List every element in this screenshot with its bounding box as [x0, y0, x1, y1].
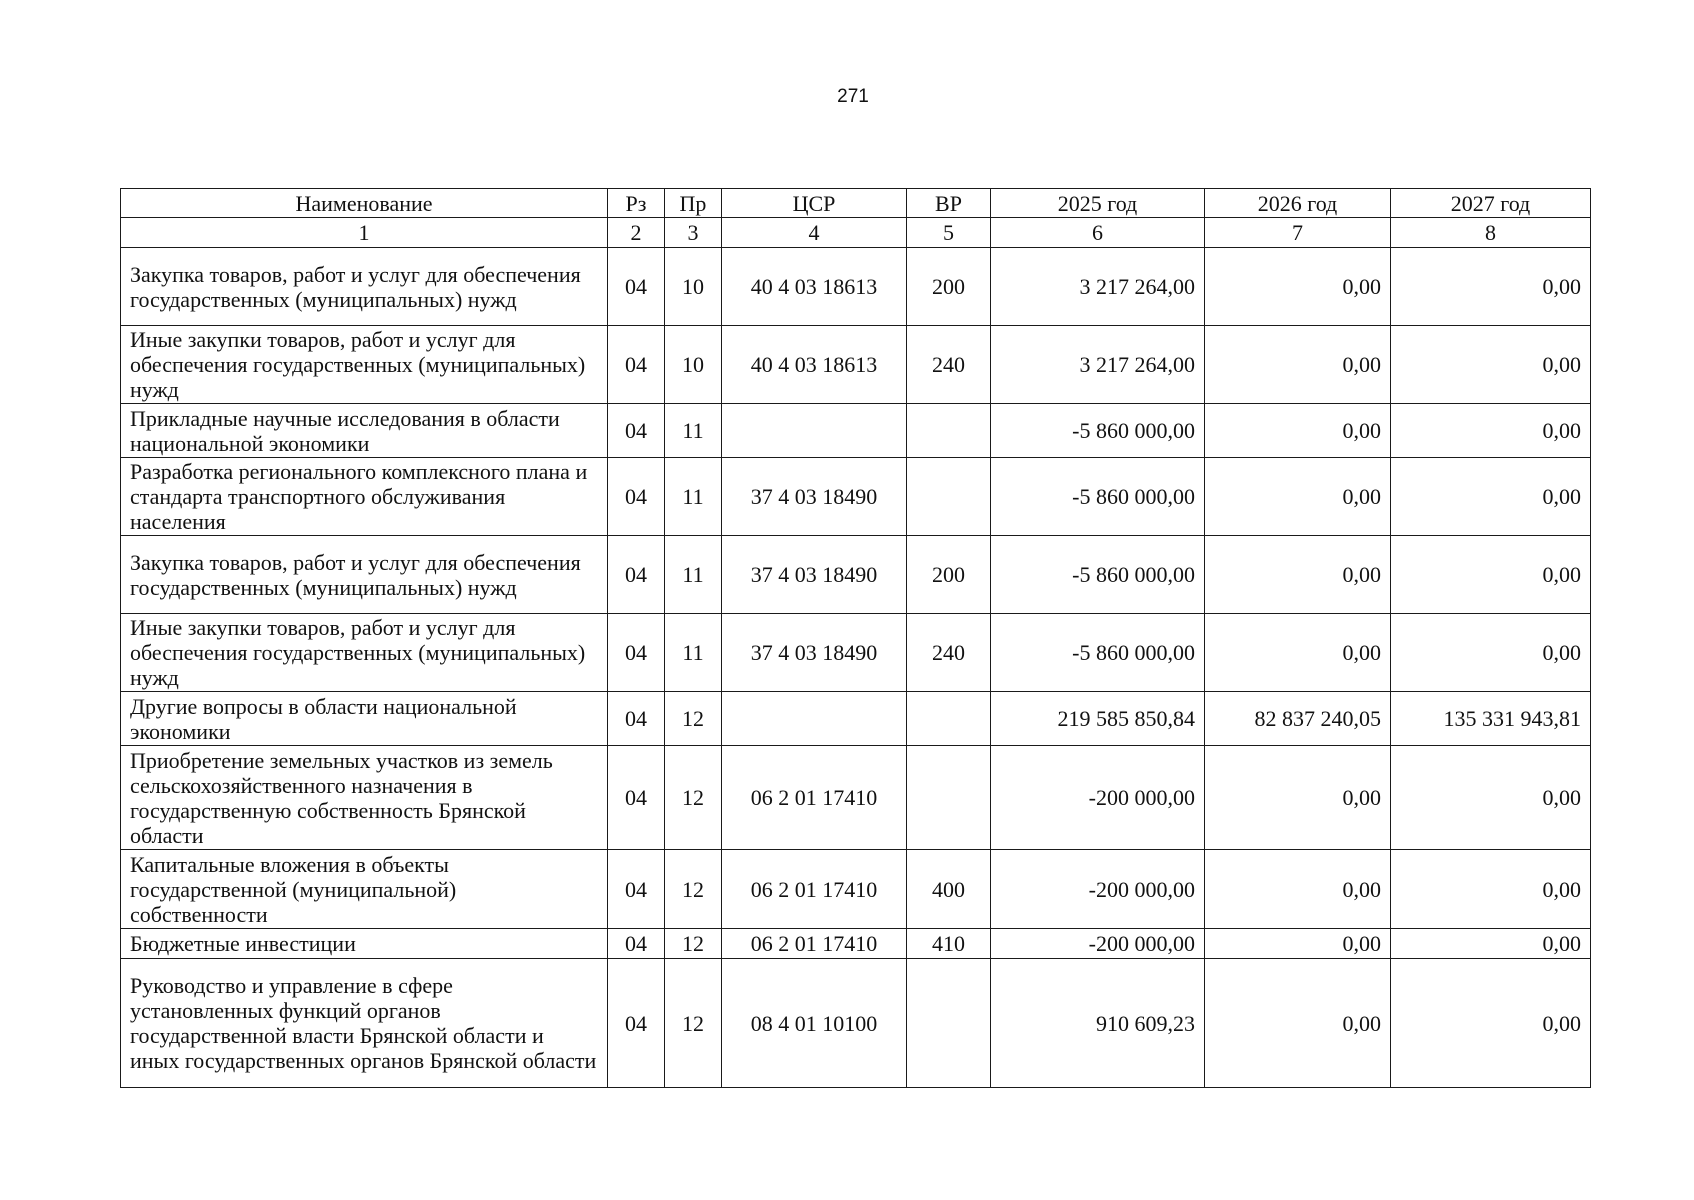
- table-row: [121, 929, 1591, 959]
- cell-2027: 0,00: [1391, 458, 1591, 536]
- cell-pr: 12: [665, 692, 722, 746]
- cell-csr: 37 4 03 18490: [722, 458, 907, 536]
- cell-rz: 04: [608, 458, 665, 536]
- cell-csr: 06 2 01 17410: [722, 850, 907, 929]
- cell-vr: 410: [907, 929, 991, 959]
- cell-pr: 11: [665, 458, 722, 536]
- cell-csr: 40 4 03 18613: [722, 326, 907, 404]
- cell-vr: 200: [907, 248, 991, 326]
- column-number: 6: [991, 218, 1205, 248]
- cell-name: Бюджетные инвестиции: [121, 929, 608, 959]
- cell-name: Другие вопросы в области национальной экономики: [121, 692, 608, 746]
- cell-vr: [907, 458, 991, 536]
- table-row: [121, 536, 1591, 614]
- cell-2025: 910 609,23: [991, 959, 1205, 1088]
- cell-2026: 0,00: [1205, 404, 1391, 458]
- cell-2027: 0,00: [1391, 326, 1591, 404]
- cell-vr: [907, 959, 991, 1088]
- table-row: [121, 959, 1591, 1088]
- cell-2025: -200 000,00: [991, 929, 1205, 959]
- cell-pr: 11: [665, 536, 722, 614]
- cell-2025: 3 217 264,00: [991, 248, 1205, 326]
- cell-csr: 06 2 01 17410: [722, 746, 907, 850]
- cell-vr: [907, 404, 991, 458]
- cell-rz: 04: [608, 850, 665, 929]
- header-vr: ВР: [907, 189, 991, 218]
- header-pr: Пр: [665, 189, 722, 218]
- cell-csr: [722, 404, 907, 458]
- header-2027: 2027 год: [1391, 189, 1591, 218]
- cell-csr: 40 4 03 18613: [722, 248, 907, 326]
- header-csr: ЦСР: [722, 189, 907, 218]
- cell-name: Закупка товаров, работ и услуг для обеспечения государственных (муниципальных) нужд: [121, 248, 608, 326]
- cell-pr: 12: [665, 850, 722, 929]
- cell-rz: 04: [608, 929, 665, 959]
- cell-rz: 04: [608, 248, 665, 326]
- header-row: [121, 189, 1591, 218]
- cell-name: Иные закупки товаров, работ и услуг для обеспечения государственных (муниципальных) нужд: [121, 614, 608, 692]
- column-number: 7: [1205, 218, 1391, 248]
- cell-2025: -5 860 000,00: [991, 404, 1205, 458]
- column-number: 1: [121, 218, 608, 248]
- cell-vr: 240: [907, 614, 991, 692]
- column-number-row: [121, 218, 1591, 248]
- cell-vr: [907, 692, 991, 746]
- column-number: 4: [722, 218, 907, 248]
- header-rz: Рз: [608, 189, 665, 218]
- cell-rz: 04: [608, 746, 665, 850]
- cell-2026: 0,00: [1205, 959, 1391, 1088]
- cell-2026: 0,00: [1205, 746, 1391, 850]
- cell-pr: 11: [665, 404, 722, 458]
- cell-name: Приобретение земельных участков из земель сельскохозяйственного назначения в государственную собственность Брянской области: [121, 746, 608, 850]
- header-name: Наименование: [121, 189, 608, 218]
- cell-2027: 0,00: [1391, 746, 1591, 850]
- cell-2026: 0,00: [1205, 248, 1391, 326]
- cell-2026: 0,00: [1205, 458, 1391, 536]
- cell-csr: 06 2 01 17410: [722, 929, 907, 959]
- cell-rz: 04: [608, 404, 665, 458]
- cell-rz: 04: [608, 692, 665, 746]
- cell-rz: 04: [608, 326, 665, 404]
- column-number: 2: [608, 218, 665, 248]
- cell-2026: 0,00: [1205, 614, 1391, 692]
- header-2025: 2025 год: [991, 189, 1205, 218]
- cell-pr: 12: [665, 746, 722, 850]
- cell-2026: 0,00: [1205, 536, 1391, 614]
- table-row: [121, 746, 1591, 850]
- header-2026: 2026 год: [1205, 189, 1391, 218]
- cell-name: Прикладные научные исследования в области национальной экономики: [121, 404, 608, 458]
- cell-vr: 400: [907, 850, 991, 929]
- cell-2025: 219 585 850,84: [991, 692, 1205, 746]
- cell-2025: -200 000,00: [991, 746, 1205, 850]
- cell-pr: 10: [665, 326, 722, 404]
- table-row: [121, 692, 1591, 746]
- table-row: [121, 614, 1591, 692]
- cell-2027: 135 331 943,81: [1391, 692, 1591, 746]
- cell-2025: 3 217 264,00: [991, 326, 1205, 404]
- cell-name: Разработка регионального комплексного плана и стандарта транспортного обслуживания населения: [121, 458, 608, 536]
- cell-2027: 0,00: [1391, 614, 1591, 692]
- column-number: 3: [665, 218, 722, 248]
- cell-2027: 0,00: [1391, 248, 1591, 326]
- cell-csr: 37 4 03 18490: [722, 536, 907, 614]
- cell-pr: 10: [665, 248, 722, 326]
- cell-2025: -200 000,00: [991, 850, 1205, 929]
- cell-2025: -5 860 000,00: [991, 536, 1205, 614]
- cell-rz: 04: [608, 614, 665, 692]
- cell-2027: 0,00: [1391, 404, 1591, 458]
- cell-vr: 240: [907, 326, 991, 404]
- cell-name: Иные закупки товаров, работ и услуг для обеспечения государственных (муниципальных) нужд: [121, 326, 608, 404]
- cell-2026: 0,00: [1205, 850, 1391, 929]
- cell-pr: 12: [665, 929, 722, 959]
- cell-name: Капитальные вложения в объекты государственной (муниципальной) собственности: [121, 850, 608, 929]
- cell-pr: 12: [665, 959, 722, 1088]
- cell-rz: 04: [608, 959, 665, 1088]
- cell-name: Руководство и управление в сфере установленных функций органов государственной власти Брянской области и иных государственных органов Брянской области: [121, 959, 608, 1088]
- cell-vr: [907, 746, 991, 850]
- column-number: 8: [1391, 218, 1591, 248]
- table-row: [121, 326, 1591, 404]
- cell-2027: 0,00: [1391, 959, 1591, 1088]
- cell-rz: 04: [608, 536, 665, 614]
- cell-2025: -5 860 000,00: [991, 458, 1205, 536]
- cell-name: Закупка товаров, работ и услуг для обеспечения государственных (муниципальных) нужд: [121, 536, 608, 614]
- cell-csr: 37 4 03 18490: [722, 614, 907, 692]
- table-row: [121, 850, 1591, 929]
- cell-2027: 0,00: [1391, 929, 1591, 959]
- column-number: 5: [907, 218, 991, 248]
- cell-2027: 0,00: [1391, 850, 1591, 929]
- table-row: [121, 248, 1591, 326]
- cell-csr: [722, 692, 907, 746]
- page-number: 271: [837, 86, 869, 107]
- cell-vr: 200: [907, 536, 991, 614]
- cell-csr: 08 4 01 10100: [722, 959, 907, 1088]
- cell-2026: 0,00: [1205, 326, 1391, 404]
- cell-2026: 82 837 240,05: [1205, 692, 1391, 746]
- table-row: [121, 458, 1591, 536]
- budget-table: [120, 188, 1591, 1088]
- cell-2026: 0,00: [1205, 929, 1391, 959]
- cell-pr: 11: [665, 614, 722, 692]
- cell-2027: 0,00: [1391, 536, 1591, 614]
- table-row: [121, 404, 1591, 458]
- cell-2025: -5 860 000,00: [991, 614, 1205, 692]
